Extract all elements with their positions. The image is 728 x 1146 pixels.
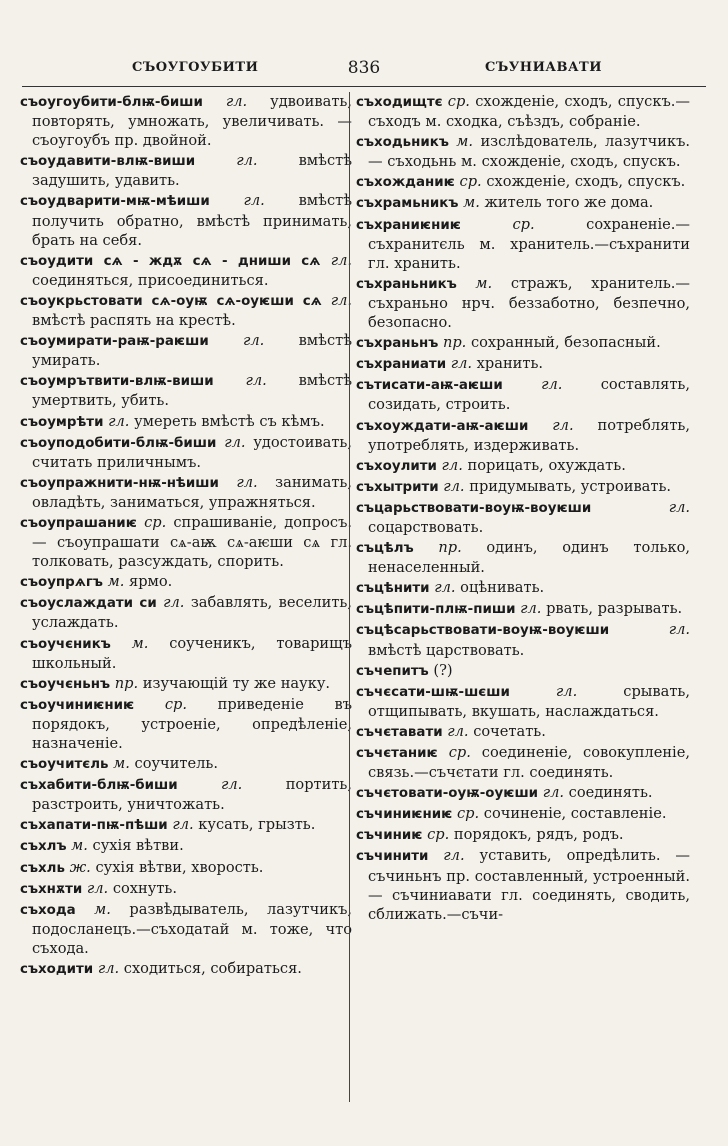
dictionary-entry [356,354,690,374]
entry-definition: одинъ, одинъ только, ненаселенный. [368,539,691,577]
entry-headword: съхлъ [20,839,67,855]
entry-headword: съчепитъ [356,663,429,679]
entry-headword: съцѣнити [356,581,430,597]
entry-grammar: гл. [668,621,690,639]
entry-definition: потреблять, употреблять, издерживать. [368,416,690,454]
entry-grammar: гл. [520,600,542,618]
dictionary-entry [356,846,690,923]
entry-headword: съчєтавати [356,724,443,740]
dictionary-entry [20,879,352,899]
dictionary-entry [20,151,352,190]
entry-headword: съоучитєль [20,757,109,773]
dictionary-entry [20,191,352,249]
entry-grammar: гл. [555,682,578,700]
entry-definition: удостоивать, считать приличнымъ. [32,433,353,471]
entry-grammar: ср. [144,513,167,531]
entry-headword: съхрамьникъ [356,196,459,212]
entry-definition: сочиненіе, составленіе. [483,805,667,823]
column-divider [349,92,350,1102]
dictionary-entry [20,959,352,979]
dictionary-entry [356,333,690,353]
entry-definition: оцѣнивать. [460,579,545,597]
entry-headword: съчєтовати-оуѭ-оуѥши [356,786,539,802]
entry-headword: съоукрьстовати сѧ-оуѭ сѧ-оуѥши сѧ [20,293,322,309]
entry-headword: съоупражнити-нѭ-нѣиши [20,475,219,491]
dictionary-entry [20,674,352,694]
entry-headword: съоупрашаниѥ [20,515,137,531]
dictionary-entry [356,825,690,845]
dictionary-entry [356,132,690,171]
entry-headword: съхнѫти [20,881,83,897]
entry-definition: сохраненіе.—съхранитєль м. хранитель.—съхранити гл. хранить. [368,215,690,272]
dictionary-entry [20,815,352,835]
entry-headword: съходищтє [356,95,443,110]
entry-definition: ярмо. [129,573,173,591]
entry-grammar: гл. [450,355,473,373]
dictionary-entry [20,572,352,592]
entry-grammar: гл. [668,498,690,516]
entry-definition: сухія вѣтви, хворость. [95,858,264,876]
entry-headword: съхраниѥниѥ [356,217,462,233]
entry-headword: сътисати-аѭ-аѥши [356,378,503,394]
entry-definition: срывать, отщипывать, вкушать, наслаждаться. [368,682,690,720]
dictionary-entry [356,498,690,537]
entry-headword: съчиниѥниѥ [356,807,453,823]
entry-headword: съоучиниѥниѥ [20,697,135,713]
entry-grammar: ср. [512,215,535,233]
entry-headword: съхраниати [356,357,447,373]
entry-headword: съцѣлъ [356,541,414,557]
entry-definition: кусать, грызть. [198,816,316,834]
entry-definition: вмѣстѣ царствовать. [368,641,525,659]
entry-grammar: ср. [427,826,450,844]
entry-headword: съоуслаждати си [20,596,157,612]
entry-grammar: м. [456,133,474,151]
entry-headword: съчєсати-шѭ-шєши [356,684,510,700]
entry-definition: удвоивать, повторять, умножать, увеличивать. —съоугоубъ пр. двойной. [32,93,352,150]
entry-headword: съцѣпити-плѭ-пиши [356,602,516,618]
entry-definition: сходиться, собираться. [123,960,302,978]
entry-definition: вмѣстѣ распять на крестѣ. [32,312,236,330]
entry-headword: съхапати-пѭ-пѣши [20,818,168,834]
entry-grammar: м. [107,573,125,591]
entry-grammar: м. [71,837,88,855]
entry-grammar: гл. [330,251,353,269]
entry-definition: рвать, разрывать. [546,600,683,618]
entry-headword: съоучєникъ [20,636,111,652]
dictionary-entry [356,193,690,213]
dictionary-entry [356,783,690,803]
dictionary-entry [356,538,690,577]
left-column [20,92,352,980]
dictionary-entry [20,900,352,958]
entry-definition: вмѣстѣ умертвить, убить. [32,372,352,410]
entry-definition: сохнуть. [112,879,177,897]
entry-grammar: гл. [97,960,120,978]
dictionary-entry [20,695,352,753]
entry-definition: житель того же дома. [484,194,654,212]
dictionary-entry [20,371,352,410]
dictionary-entry [356,804,690,824]
entry-headword: съцѣсарьствовати-воуѭ-воуѥши [356,623,610,639]
dictionary-entry [356,743,690,782]
entry-grammar: м. [113,755,130,773]
entry-definition: изучающій ту же науку. [142,674,331,692]
dictionary-entry [356,215,690,273]
entry-definition: вмѣстѣ задушить, удавить. [32,152,353,190]
entry-headword: съоудварити-мѭ-мѣиши [20,194,210,210]
entry-grammar: гл. [243,192,265,210]
running-head-right: СЪУНИАВАТИ [484,60,602,75]
entry-definition: соцарствовать. [368,518,484,536]
entry-definition: порицать, охуждать. [467,456,626,474]
entry-definition: хранить. [476,355,544,373]
entry-grammar: гл. [541,376,563,394]
entry-grammar: м. [94,900,111,918]
dictionary-entry [356,375,690,414]
entry-definition: сохранный, безопасный. [470,334,661,352]
right-column [356,92,690,925]
entry-definition: соединяться, присоединиться. [32,271,269,289]
dictionary-entry [356,456,690,476]
dictionary-entry [356,682,690,721]
entry-definition: порядокъ, рядъ, родъ. [453,826,624,844]
entry-definition: сочетать. [473,722,546,740]
entry-headword: съхраньнъ [356,336,439,352]
entry-grammar: гл. [443,847,465,865]
entry-headword: съхожданиѥ [356,175,455,191]
entry-grammar: гл. [236,152,258,170]
entry-grammar: гл. [552,416,574,434]
entry-headword: съоумрътвити-влѭ-виши [20,374,214,390]
entry-definition: приведеніе въ порядокъ, устроеніе, опредѣленіе, назначеніе. [32,695,352,752]
entry-headword: съоудити сѧ - ждѫ сѧ - дниши сѧ [20,253,321,269]
dictionary-entry [20,593,352,632]
entry-definition: спрашиваніе, допросъ. — съоупрашати сѧ-аѭ сѧ-аѥши сѧ гл. толковать, разсуждать, спорить. [32,513,353,571]
entry-definition: развѣдыватель, лазутчикъ, подосланецъ.—съходатай м. тоже, что съхода. [32,900,352,957]
entry-definition: соученикъ, товарищъ школьный. [32,634,353,672]
entry-definition: составлять, созидать, строить. [368,376,691,414]
entry-headword: съходити [20,962,94,978]
entry-grammar: гл. [434,579,456,597]
entry-headword: съхль [20,860,65,876]
dictionary-entry [356,477,690,497]
entry-grammar: гл. [236,473,258,491]
entry-grammar: ср. [447,93,470,110]
entry-headword: съоучєньнъ [20,676,111,692]
entry-headword: съоумрѣти [20,414,104,430]
entry-definition: умереть вмѣстѣ съ кѣмъ. [134,412,325,430]
entry-definition: схожденіе, сходъ, спускъ. [486,173,686,191]
entry-definition: стражъ, хранитель.— съхраньно нрч. беззаботно, безпечно, безопасно. [368,274,691,332]
entry-headword: съоупрѧгъ [20,575,103,591]
entry-headword: съчєтаниѥ [356,746,438,761]
header-rule [22,86,706,87]
dictionary-entry [356,620,690,659]
page-number: 836 [347,58,381,78]
entry-definition: забавлять, веселить, услаждать. [32,594,352,632]
entry-grammar: пр. [438,539,462,557]
dictionary-entry [20,775,352,814]
entry-grammar: гл. [330,291,353,309]
entry-definition: сухія вѣтви. [92,837,184,855]
page-header [22,58,706,80]
entry-grammar: гл. [172,816,194,834]
entry-definition: вмѣстѣ умирать. [32,332,353,370]
dictionary-entry [356,599,690,619]
entry-headword: съоудавити-влѭ-виши [20,154,196,170]
dictionary-entry [20,634,352,673]
entry-headword: съхоулити [356,458,437,474]
entry-headword: съхраньникъ [356,276,457,292]
dictionary-entry [356,722,690,742]
entry-headword: съчинити [356,849,429,865]
dictionary-entry [20,331,352,370]
entry-definition: портить, разстроить, уничтожать. [32,776,353,814]
entry-grammar: ср. [459,173,482,191]
dictionary-entry [356,172,690,192]
entry-grammar: ср. [164,695,188,713]
dictionary-entry [20,513,352,571]
entry-headword: съчиниѥ [356,828,423,844]
entry-definition: схожденіе, сходъ, спускъ.—съходъ м. сходка, съѣздъ, собраніе. [368,93,690,131]
entry-definition: занимать, овладѣть, заниматься, упражняться. [32,473,352,511]
entry-definition: вмѣстѣ получить обратно, вмѣстѣ принимать, брать на себя. [32,192,352,249]
entry-headword: съцарьствовати-воуѭ-воуѥши [356,500,592,516]
dictionary-entry [20,836,352,856]
dictionary-entry [356,416,690,455]
entry-definition: придумывать, устроивать. [469,477,672,495]
dictionary-entry [20,291,352,330]
entry-grammar: м. [463,194,480,212]
entry-grammar: ср. [448,744,471,761]
dictionary-entry [20,473,352,512]
entry-grammar: гл. [224,433,246,451]
entry-definition: (?) [433,661,453,679]
entry-grammar: гл. [243,332,265,350]
entry-grammar: гл. [542,784,565,802]
dictionary-entry [20,92,352,150]
entry-grammar: гл. [163,594,185,612]
entry-grammar: пр. [442,334,467,352]
dictionary-entry [20,433,352,472]
entry-headword: съхытрити [356,479,439,495]
entry-grammar: пр. [114,674,139,692]
dictionary-entry [20,412,352,432]
entry-grammar: гл. [108,412,130,430]
entry-grammar: гл. [447,722,469,740]
entry-grammar: гл. [221,776,243,794]
entry-grammar: ж. [69,858,91,876]
entry-grammar: гл. [245,372,267,390]
dictionary-entry [20,858,352,878]
entry-grammar: м. [131,634,149,652]
dictionary-entry [356,274,690,332]
entry-grammar: гл. [441,456,463,474]
entry-headword: съходьникъ [356,135,449,151]
entry-headword: съоуподобити-блѭ-биши [20,435,217,451]
dictionary-entry [356,661,690,681]
entry-headword: съоугоубити-блѭ-биши [20,95,203,110]
entry-definition: соединять. [568,784,653,802]
entry-grammar: гл. [443,477,465,495]
entry-definition: уставить, опредѣлить. — съчиньнъ пр. составленный, устроенный. — съчиниавати гл. соединять, сводить, сближать.—съчи- [368,847,691,923]
entry-grammar: гл. [86,879,109,897]
dictionary-entry [20,754,352,774]
entry-headword: съхода [20,902,76,918]
dictionary-entry [20,251,352,290]
entry-headword: съоумирати-раѭ-раѥши [20,334,209,350]
entry-headword: съхабити-блѭ-биши [20,778,178,794]
entry-definition: изслѣдователь, лазутчикъ. — съходьнь м. схожденіе, сходъ, спускъ. [368,133,691,171]
entry-definition: соединеніе, совокупленіе, связь.—съчєтати гл. соединять. [368,744,690,782]
entry-definition: соучитель. [134,755,219,773]
entry-headword: съхоуждати-аѭ-аѥши [356,418,529,434]
entry-grammar: гл. [225,93,248,110]
entry-grammar: ср. [456,805,480,823]
dictionary-entry [356,578,690,598]
entry-grammar: м. [475,274,493,292]
running-head-left: СЪОУГОУБИТИ [132,60,259,75]
dictionary-entry [356,92,690,131]
